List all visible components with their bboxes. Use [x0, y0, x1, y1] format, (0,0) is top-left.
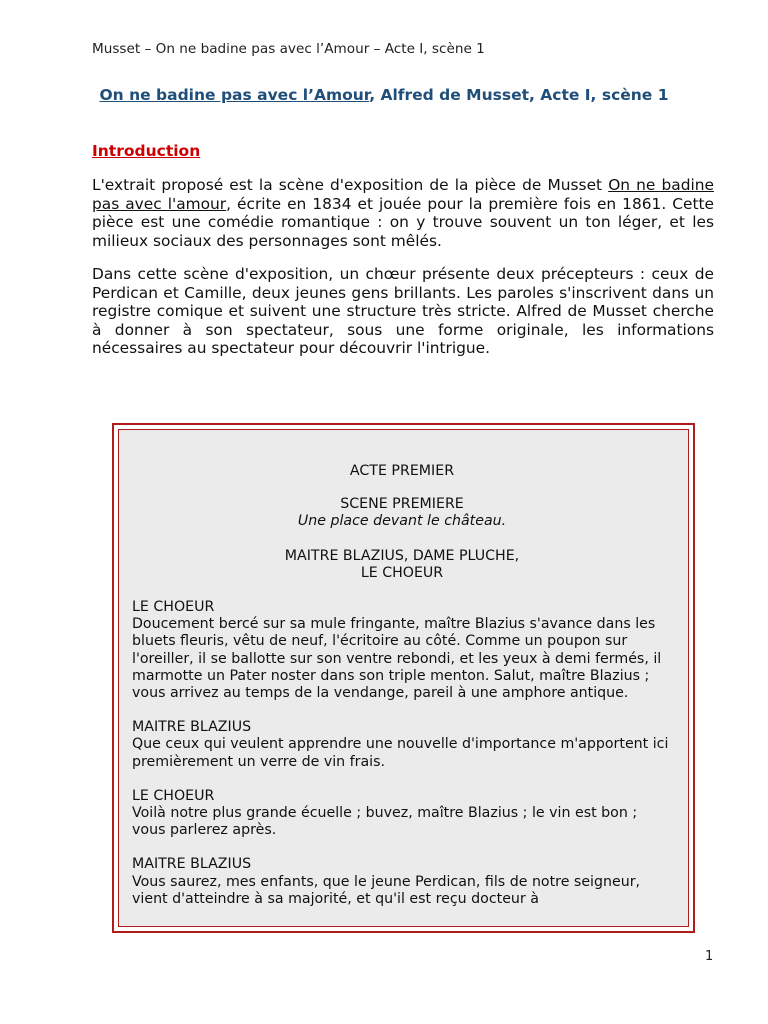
speech-text: Doucement bercé sur sa mule fringante, maître Blazius s'avance dans les bluets fleuris, vêtu de neuf, l'écritoire au côté. Comme un poupon sur l'oreiller, il se ballotte sur son ventre rebondi, et les yeux à demi fermés, il marmotte un Pater noster dans son triple menton. Salut, maître Blazius ; vous arrivez au temps de la vendange, pareil à une amphore antique.: [132, 616, 662, 702]
excerpt-content: [132, 459, 672, 908]
speaker-name: LE CHOEUR: [132, 599, 215, 616]
page-number: 1: [705, 949, 714, 964]
title-rest: , Alfred de Musset, Acte I, scène 1: [369, 86, 669, 104]
speech-text: Vous saurez, mes enfants, que le jeune Perdican, fils de notre seigneur, vient d'atteindre à sa majorité, et qu'il est reçu docteur à: [132, 873, 641, 907]
p1-before: L'extrait proposé est la scène d'exposition de la pièce de Musset: [92, 176, 609, 194]
p1-work-title: On ne badine pas avec l'amour: [92, 176, 714, 213]
scene-setting: Une place devant le château.: [297, 513, 507, 530]
act-heading: ACTE PREMIER: [349, 463, 455, 479]
speech: [132, 788, 672, 840]
cast-line-1: MAITRE BLAZIUS, DAME PLUCHE,: [284, 547, 520, 564]
document-title: [0, 86, 768, 104]
speaker-name: MAITRE BLAZIUS: [132, 719, 252, 736]
scene-heading: SCENE PREMIERE: [340, 496, 464, 513]
cast-line-2: LE CHOEUR: [360, 564, 444, 581]
speech-text: Que ceux qui veulent apprendre une nouvelle d'importance m'apportent ici premièrement un verre de vin frais.: [132, 736, 669, 770]
p1-after: , écrite en 1834 et jouée pour la première fois en 1861. Cette pièce est une comédie romantique : on y trouve souvent un ton léger, et les milieux sociaux des personnages sont mêlés.: [92, 194, 714, 250]
cast-list: [132, 548, 672, 582]
introduction-heading: Introduction: [92, 142, 201, 160]
speech: [132, 599, 672, 702]
speech: [132, 719, 672, 771]
title-work: On ne badine pas avec l’Amour: [99, 86, 370, 104]
excerpt-box-inner: [118, 429, 689, 927]
speech: [132, 856, 672, 908]
speaker-name: LE CHOEUR: [132, 787, 215, 804]
speaker-name: MAITRE BLAZIUS: [132, 856, 252, 873]
speech-text: Voilà notre plus grande écuelle ; buvez, maître Blazius ; le vin est bon ; vous parlerez après.: [132, 805, 638, 839]
intro-paragraph-1: [92, 176, 714, 250]
intro-paragraph-2: Dans cette scène d'exposition, un chœur présente deux précepteurs : ceux de Perdican et Camille, deux jeunes gens brillants. Les paroles s'inscrivent dans un registre comique et suivent une structure très stricte. Alfred de Musset cherche à donner à son spectateur, sous une forme originale, les informations nécessaires au spectateur pour découvrir l'intrigue.: [92, 265, 714, 358]
excerpt-box: [112, 423, 695, 933]
running-header: Musset – On ne badine pas avec l’Amour – Acte I, scène 1: [92, 41, 485, 57]
